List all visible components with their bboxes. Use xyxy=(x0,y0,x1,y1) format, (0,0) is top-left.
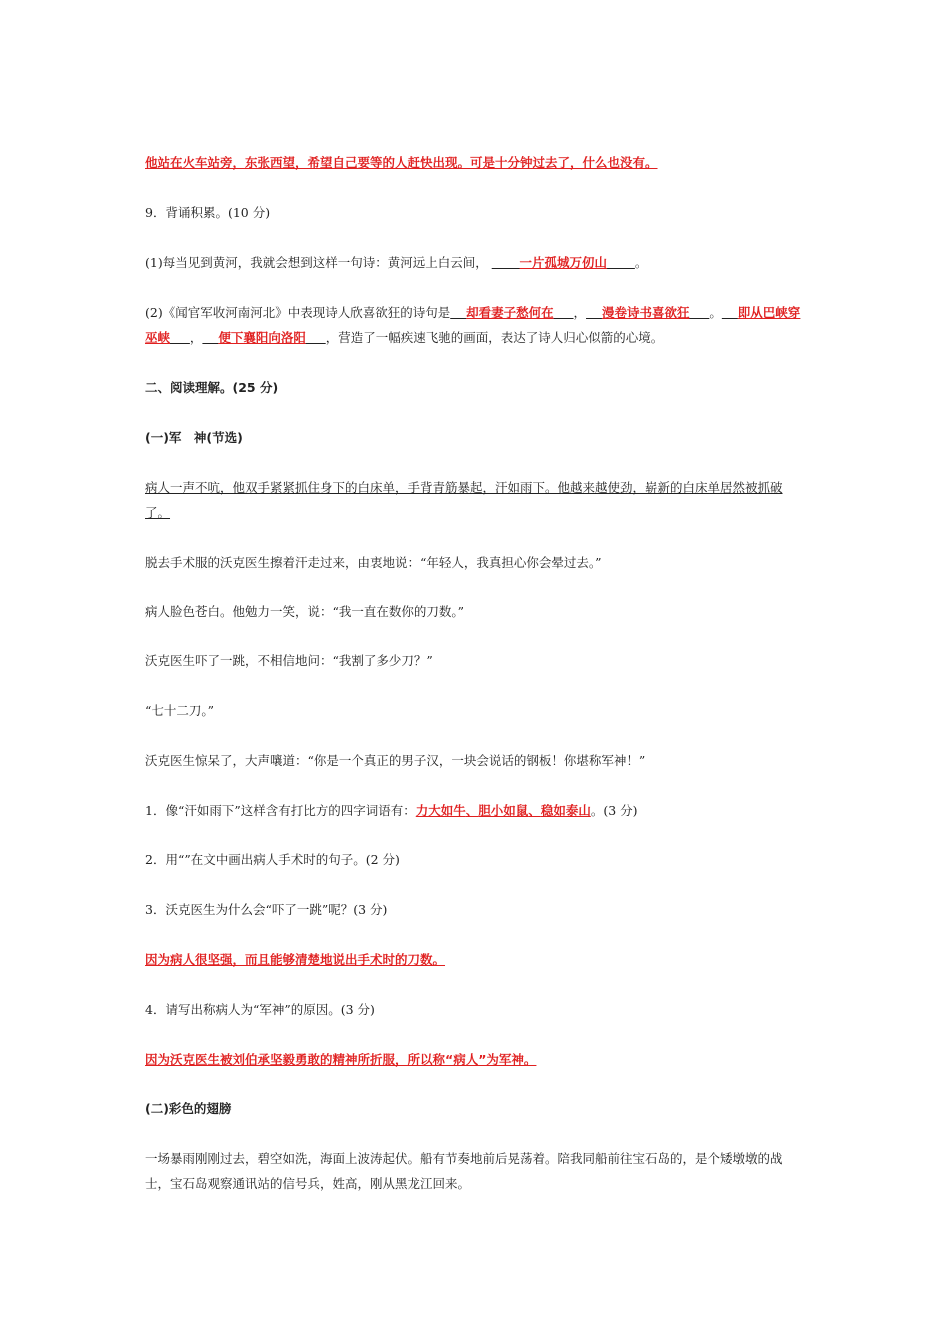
q9-item-2-sep-2: 。 xyxy=(709,305,722,320)
part2-para-1: 一场暴雨刚刚过去，碧空如洗，海面上波涛起伏。船有节奏地前后晃荡着。陪我同船前往宝石岛的，是个矮墩墩的战士，宝石岛观察通讯站的信号兵，姓高，刚从黑龙江回来。 xyxy=(145,1151,783,1191)
q9-item-2-blank-2 xyxy=(586,305,709,320)
question-1-answer-3: 稳如泰山 xyxy=(540,803,591,818)
q9-item-2-answer-3: 即从巴峡穿巫峡 xyxy=(145,305,801,345)
part2-title: (二)彩色的翅膀 xyxy=(145,1101,232,1116)
answer-top: 他站在火车站旁，东张西望，希望自己要等的人赶快出现。可是十分钟过去了，什么也没有。 xyxy=(145,155,658,170)
q9-title: 9．背诵积累。(10 分) xyxy=(145,205,271,220)
q9-item-2-answer-1: 却看妻子愁何在 xyxy=(466,305,554,320)
passage-para-2: 脱去手术服的沃克医生擦着汗走过来，由衷地说：“年轻人，我真担心你会晕过去。” xyxy=(145,555,602,570)
question-1-answer-2: 胆小如鼠 xyxy=(478,803,529,818)
question-1-prefix: 1．像“汗如雨下”这样含有打比方的四字词语有： xyxy=(145,803,416,818)
question-1-suffix: 。(3 分) xyxy=(590,803,638,818)
q9-item-2-blank-1 xyxy=(450,305,573,320)
q9-item-2-prefix: (2)《闻官军收河南河北》中表现诗人欣喜欲狂的诗句是 xyxy=(145,305,451,320)
question-3-answer: 因为病人很坚强，而且能够清楚地说出手术时的刀数。 xyxy=(145,952,446,967)
passage-para-4: 沃克医生吓了一跳，不相信地问：“我割了多少刀？” xyxy=(145,653,433,668)
passage-para-3: 病人脸色苍白。他勉力一笑，说：“我一直在数你的刀数。” xyxy=(145,604,465,619)
question-4-answer: 因为沃克医生被刘伯承坚毅勇敢的精神所折服，所以称“病人”为军神。 xyxy=(145,1052,537,1067)
q9-item-2-answer-4: 便下襄阳向洛阳 xyxy=(218,330,306,345)
passage-para-5: “七十二刀。” xyxy=(145,703,215,718)
q9-item-1 xyxy=(145,255,647,271)
q9-item-1-prefix: (1)每当见到黄河，我就会想到这样一句诗：黄河远上白云间， xyxy=(145,255,488,270)
question-1-sep-1: 、 xyxy=(465,803,479,818)
question-4: 4．请写出称病人为“军神”的原因。(3 分) xyxy=(145,1002,375,1017)
question-2: 2．用“”在文中画出病人手术时的句子。(2 分) xyxy=(145,852,400,867)
q9-item-2-sep-3: ， xyxy=(189,330,203,345)
passage-para-6: 沃克医生惊呆了，大声嚷道：“你是一个真正的男子汉，一块会说话的钢板！你堪称军神！” xyxy=(145,753,646,768)
question-3: 3．沃克医生为什么会“吓了一跳”呢？(3 分) xyxy=(145,902,388,917)
q9-item-2-sep-1: ， xyxy=(573,305,587,320)
question-1 xyxy=(145,803,638,819)
passage-para-1: 病人一声不吭，他双手紧紧抓住身下的白床单，手背青筋暴起，汗如雨下。他越来越使劲，崭新的白床单居然被抓破了。 xyxy=(145,480,783,520)
question-1-sep-2: 、 xyxy=(528,803,541,818)
question-1-answer-1: 力大如牛 xyxy=(415,803,466,818)
part1-title: (一)军 神(节选) xyxy=(145,430,243,445)
q9-item-1-suffix: 。 xyxy=(634,255,648,270)
q9-item-2-suffix: ，营造了一幅疾速飞驰的画面，表达了诗人归心似箭的心境。 xyxy=(325,330,664,345)
q9-item-2 xyxy=(145,300,805,350)
section2-title: 二、阅读理解。(25 分) xyxy=(145,380,279,395)
q9-item-1-answer: 一片孤城万仞山 xyxy=(519,255,608,270)
q9-item-2-blank-4 xyxy=(202,330,325,345)
q9-item-2-answer-2: 漫卷诗书喜欲狂 xyxy=(601,305,690,320)
q9-item-1-blank xyxy=(492,255,635,270)
